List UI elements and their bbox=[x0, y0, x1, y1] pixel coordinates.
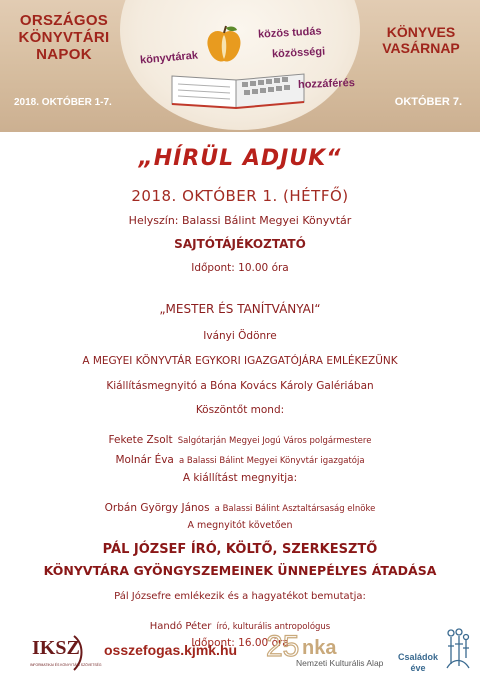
nka-subtitle: Nemzeti Kulturális Alap bbox=[296, 658, 384, 668]
handover-line-1: PÁL JÓZSEF ÍRÓ, KÖLTŐ, SZERKESZTŐ bbox=[102, 542, 378, 557]
presenter-name: Handó Péter bbox=[149, 621, 212, 632]
opener bbox=[0, 496, 480, 515]
logo-word: hozzáférés bbox=[297, 77, 356, 91]
time-morning: Időpont: 10.00 óra bbox=[191, 262, 289, 274]
family-figures-icon bbox=[445, 628, 471, 672]
after-label: A megnyitót követően bbox=[187, 520, 293, 531]
family-year-line: éve bbox=[410, 663, 426, 673]
speaker-role: a Balassi Bálint Megyei Könyvtár igazgatója bbox=[178, 456, 365, 466]
left-title-line: NAPOK bbox=[36, 46, 92, 63]
speaker-1 bbox=[0, 428, 480, 447]
right-title-line: KÖNYVES bbox=[386, 24, 456, 40]
konyves-vasarnap-title bbox=[362, 24, 480, 56]
right-title-line: VASÁRNAP bbox=[382, 40, 460, 56]
greeting-label: Köszöntőt mond: bbox=[195, 404, 285, 416]
ikesz-logo bbox=[28, 630, 102, 678]
left-title-line: ORSZÁGOS bbox=[19, 12, 109, 29]
page-title: „HÍRÜL ADJUK“ bbox=[138, 146, 342, 171]
orszagos-konyvtari-napok-title bbox=[0, 12, 128, 63]
left-title-line: KÖNYVTÁRI bbox=[18, 29, 110, 46]
speaker-name: Fekete Zsolt bbox=[108, 434, 173, 446]
left-date: 2018. OKTÓBER 1-7. bbox=[14, 97, 112, 108]
apple-icon bbox=[203, 25, 245, 67]
opener-label: A kiállítást megnyitja: bbox=[182, 472, 298, 484]
tribute-name: Iványi Ödönre bbox=[203, 330, 277, 342]
footer bbox=[0, 622, 480, 683]
speaker-2 bbox=[0, 448, 480, 467]
book-keyboard-icon bbox=[168, 64, 308, 110]
logo-word: közösségi bbox=[271, 45, 326, 61]
opener-role: a Balassi Bálint Asztaltársaság elnöke bbox=[214, 504, 376, 514]
opener-name: Orbán György János bbox=[104, 502, 210, 514]
speaker-name: Molnár Éva bbox=[115, 454, 174, 466]
header-banner bbox=[0, 0, 480, 132]
csaladok-eve-label bbox=[398, 652, 438, 674]
ikesz-logo-text: IKSZ bbox=[32, 637, 80, 659]
time-afternoon: Időpont: 16.00 óra bbox=[191, 637, 289, 649]
venue: Helyszín: Balassi Bálint Megyei Könyvtár bbox=[128, 214, 352, 227]
logo-word: könyvtárak bbox=[139, 49, 199, 67]
ikesz-sub-text: INFORMATIKAI ÉS KÖNYVTÁRI SZÖVETSÉG bbox=[30, 663, 102, 667]
speaker-role: Salgótarján Megyei Jogú Város polgármestere bbox=[177, 436, 372, 446]
tribute-description: A MEGYEI KÖNYVTÁR EGYKORI IGAZGATÓJÁRA EMLÉKEZÜNK bbox=[82, 355, 398, 367]
right-date: OKTÓBER 7. bbox=[394, 96, 462, 108]
event-press-conference: SAJTÓTÁJÉKOZTATÓ bbox=[174, 237, 306, 251]
logo-word: közös tudás bbox=[257, 25, 322, 41]
presenter-role: író, kulturális antropológus bbox=[216, 622, 331, 632]
event-date: 2018. OKTÓBER 1. (HÉTFŐ) bbox=[131, 187, 349, 205]
family-year-line: Családok bbox=[398, 652, 439, 662]
memorial-line: Pál Józsefre emlékezik és a hagyatékot bemutatja: bbox=[114, 591, 366, 602]
exhibition-opening: Kiállításmegnyitó a Bóna Kovács Károly Galériában bbox=[106, 380, 374, 392]
nka-logo-icon bbox=[266, 628, 366, 662]
event-mester: „MESTER ÉS TANÍTVÁNYAI“ bbox=[159, 302, 321, 316]
nka-number: 25 bbox=[266, 630, 300, 663]
website-url[interactable]: osszefogas.kjmk.hu bbox=[104, 642, 238, 658]
nka-logo-text: nka bbox=[302, 637, 337, 659]
ikesz-mark-icon bbox=[28, 630, 102, 674]
handover-line-2: KÖNYVTÁRA GYÖNGYSZEMEINEK ÜNNEPÉLYES ÁTADÁSA bbox=[43, 563, 437, 578]
